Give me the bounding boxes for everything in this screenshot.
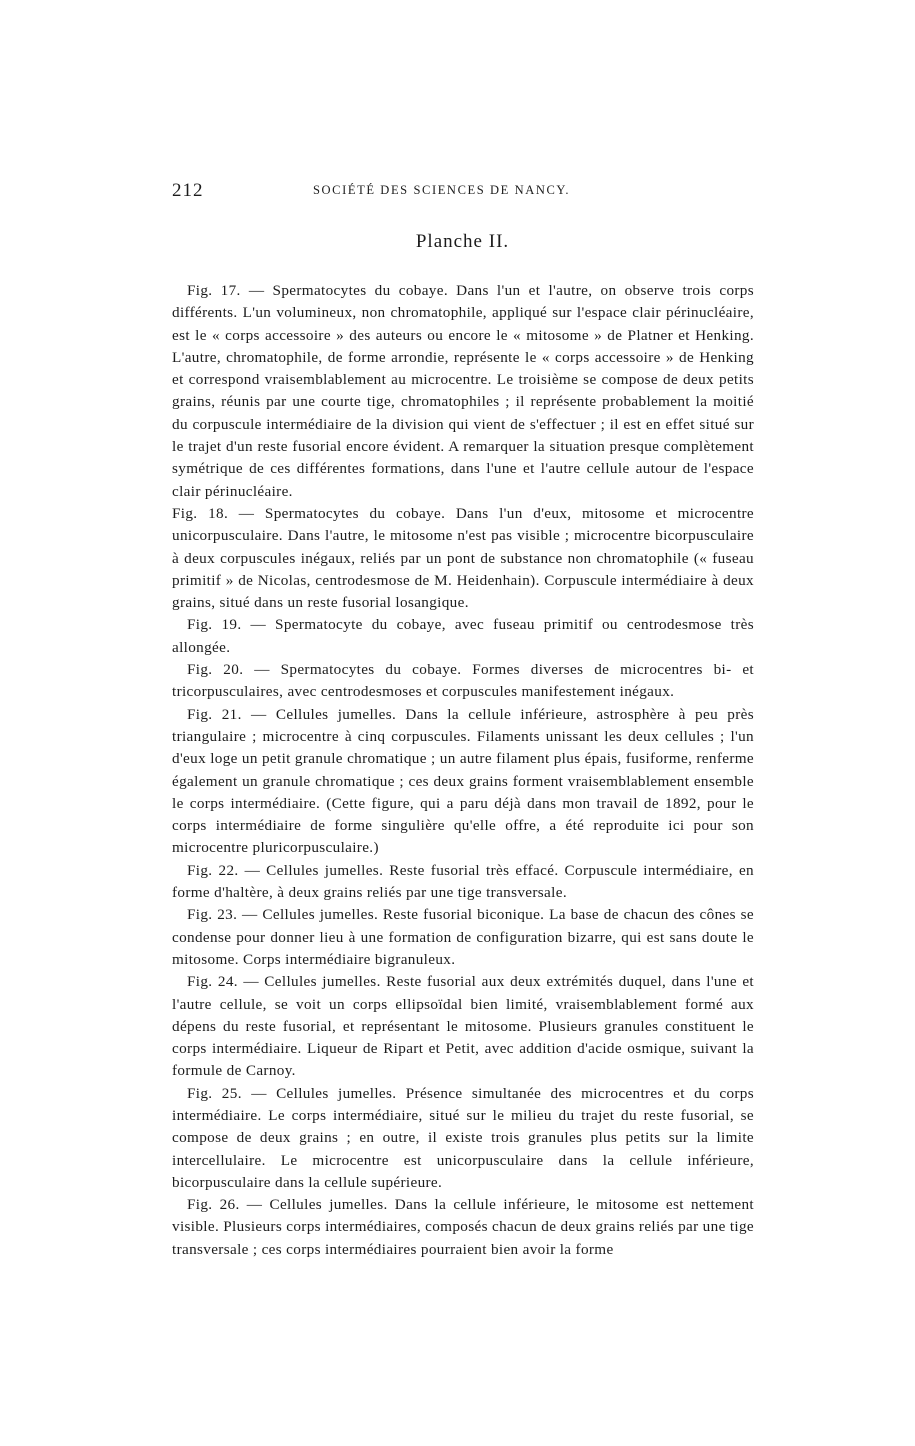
paragraph-text: — Cellules jumelles. Reste fusorial très effacé. Corpuscule intermédiaire, en forme d'haltère, à deux grains reliés par une tige transversale.: [172, 861, 754, 902]
fig-label: Fig. 25.: [187, 1084, 242, 1102]
paragraph-text: — Cellules jumelles. Reste fusorial biconique. La base de chacun des cônes se condense pour donner lieu à une formation de configuration bizarre, qui est sans doute le mitosome. Corps intermédiaire bigranuleux.: [172, 906, 754, 968]
paragraph-fig-21: [172, 704, 754, 860]
paragraph-text: — Spermatocyte du cobaye, avec fuseau primitif ou centrodesmose très allongée.: [172, 616, 754, 656]
fig-label: Fig. 17.: [187, 282, 241, 299]
fig-label: Fig. 22.: [187, 861, 239, 879]
fig-label: Fig. 21.: [187, 705, 242, 723]
plate-title: Planche II.: [415, 231, 510, 252]
paragraph-text: — Spermatocytes du cobaye. Formes diverses de microcentres bi- et tricorpusculaires, avec centrodesmoses et corpuscules manifestement inégaux.: [172, 661, 755, 701]
fig-label: Fig. 19.: [187, 616, 242, 634]
paragraph-text: — Cellules jumelles. Reste fusorial aux deux extrémités duquel, dans l'une et l'autre cellule, se voit un corps ellipsoïdal bien limité, vraisemblablement formé aux dépens du reste fusorial, et représentant le mitosome. Plusieurs granules constituent le corps intermédiaire. Liqueur de Ripart et Petit, avec addition d'acide osmique, suivant la formule de Carnoy.: [172, 973, 754, 1080]
paragraph-text: — Cellules jumelles. Présence simultanée des microcentres et du corps intermédiaire. Le corps intermédiaire, situé sur le milieu du trajet du reste fusorial, se compose de deux grains ; en outre, il existe trois granules plus petits sur la limite intercellulaire. Le microcentre est unicorpusculaire dans la cellule inférieure, bicorpusculaire dans la cellule supérieure.: [172, 1084, 755, 1191]
fig-label: Fig. 23.: [187, 906, 238, 924]
fig-label: Fig. 24.: [187, 973, 238, 991]
paragraph-fig-19: [172, 614, 754, 659]
paragraph-fig-20: [172, 659, 754, 704]
paragraph-fig-18: [172, 503, 754, 614]
paragraph-fig-17: [172, 280, 754, 503]
paragraph-fig-22: [172, 860, 754, 905]
fig-label: Fig. 20.: [187, 661, 244, 679]
paragraph-fig-24: [172, 971, 754, 1082]
paragraph-text: — Spermatocytes du cobaye. Dans l'un et l'autre, on observe trois corps différents. L'un volumineux, non chromatophile, appliqué sur l'espace clair périnucléaire, est le « corps accessoire » des auteurs ou encore le « mitosome » de Platner et Henking. L'autre, chromatophile, de forme arrondie, représente le « corps accessoire » de Henking et correspond vraisemblablement au microcentre. Le troisième se compose de deux petits grains, réunis par une courte tige, chromatophiles ; il représente probablement la moitié du corpuscule intermédiaire de la division qui vient de s'effectuer ; il est en effet situé sur le trajet d'un reste fusorial encore évident. A remarquer la situation presque complètement symétrique de ces différentes formations, dans l'une et l'autre cellule autour de l'espace clair périnucléaire.: [172, 282, 755, 500]
body-text: [172, 280, 754, 1261]
fig-label: Fig. 18.: [172, 504, 229, 522]
paragraph-text: — Spermatocytes du cobaye. Dans l'un d'eux, mitosome et microcentre unicorpusculaire. Dans l'autre, le mitosome n'est pas visible ; microcentre bicorpusculaire à deux corpuscules inégaux, reliés par un pont de substance non chromatophile (« fuseau primitif » de Nicolas, centrodesmose de M. Heidenhain). Corpuscule intermédiaire à deux grains, situé dans un reste fusorial losangique.: [172, 504, 755, 612]
running-head: SOCIÉTÉ DES SCIENCES DE NANCY.: [313, 183, 571, 197]
paragraph-fig-26: [172, 1194, 754, 1261]
paragraph-text: — Cellules jumelles. Dans la cellule inférieure, astrosphère à peu près triangulaire ; microcentre à cinq corpuscules. Filaments unissant les deux cellules ; l'un d'eux loge un petit granule chromatique ; un autre filament plus épais, fusiforme, renferme également un granule chromatique ; ces deux grains forment vraisemblablement ensemble le corps intermédiaire. (Cette figure, qui a paru déjà dans mon travail de 1892, pour le corps intermédiaire de forme singulière qu'elle offre, a été reproduite ici pour son microcentre pluricorpusculaire.): [172, 705, 754, 857]
paragraph-text: — Cellules jumelles. Dans la cellule inférieure, le mitosome est nettement visible. Plusieurs corps intermédiaires, composés chacun de deux grains reliés par une tige transversale ; ces corps intermédiaires pourraient bien avoir la forme: [172, 1196, 754, 1258]
fig-label: Fig. 26.: [187, 1196, 240, 1214]
page-number: 212: [172, 180, 204, 201]
paragraph-fig-25: [172, 1083, 754, 1194]
paragraph-fig-23: [172, 904, 754, 971]
